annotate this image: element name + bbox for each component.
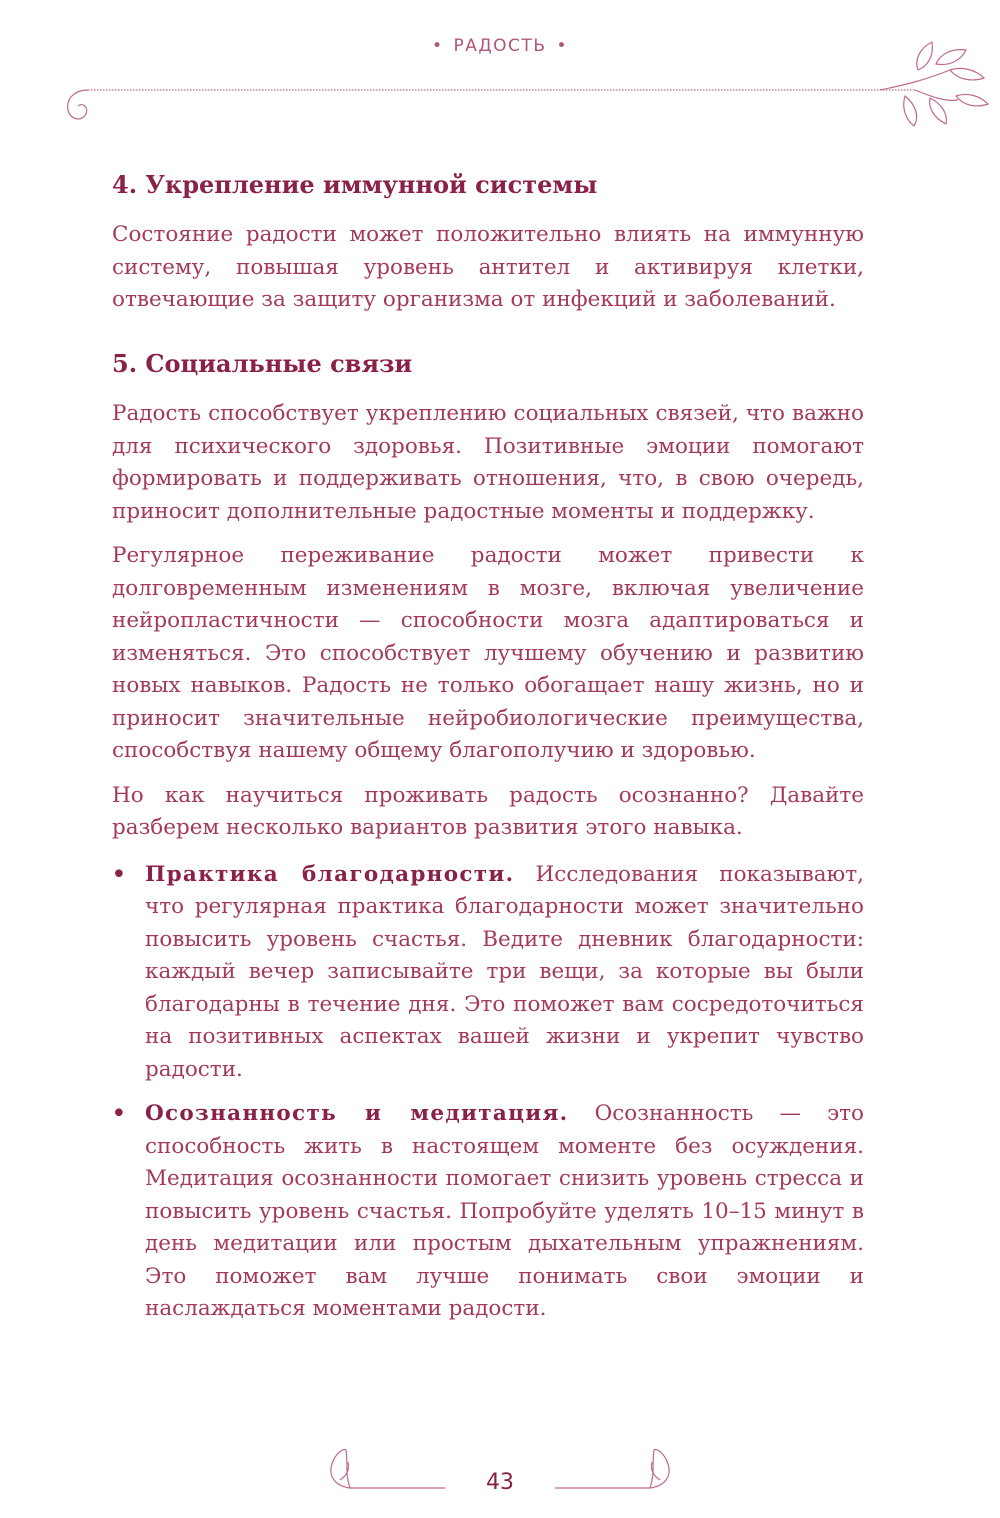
running-head-dot-right: • (556, 36, 569, 56)
section-4-paragraph: Состояние радости может положительно влиять на иммунную систему, повышая уровень антител и активируя клетки, отвечающие за защиту организма от инфекций и заболеваний. (112, 222, 864, 312)
list-item (112, 859, 864, 1087)
list-item-term: Практика благодарности. (145, 861, 515, 887)
section-5-paragraph-1: Радость способствует укреплению социальных связей, что важно для психического здоровья. Позитивные эмоции помогают формировать и поддерживать отношения, что, в свою очередь, приносит дополнительные радостные моменты и поддержку. (112, 401, 864, 524)
section-4-heading: 4. Укрепление иммунной системы (112, 170, 598, 199)
bullet-icon: • (112, 861, 126, 887)
section-4 (112, 167, 864, 317)
section-5 (112, 346, 864, 1326)
list-item (112, 1098, 864, 1326)
list-item-text: Осознанность — это способность жить в настоящем моменте без осуждения. Медитация осознанности помогает снизить уровень стресса и повысить уровень счастья. Попробуйте уделять 10–15 минут в день медитации или простым дыхательным упражнениям. Это поможет вам лучше понимать свои эмоции и наслаждаться моментами радости. (145, 1101, 864, 1321)
list-item-text: Исследования показывают, что регулярная практика благодарности может значительно повысить уровень счастья. Ведите дневник благодарности: каждый вечер записывайте три вещи, за которые вы были благодарны в течение дня. Это поможет вам сосредоточиться на позитивных аспектах вашей жизни и укрепит чувство радости. (145, 861, 864, 1082)
section-5-paragraph-3: Но как научиться проживать радость осознанно? Давайте разберем несколько вариантов развития этого навыка. (112, 782, 864, 840)
running-head-title: РАДОСТЬ (453, 36, 547, 56)
header-ornament-leaf-branch-icon (0, 30, 1000, 130)
section-5-paragraph-2: Регулярное переживание радости может привести к долговременным изменениям в мозге, включая увеличение нейропластичности — способности мозга адаптироваться и изменяться. Это способствует лучшему обучению и развитию новых навыков. Радость не только обогащает нашу жизнь, но и приносит значительные нейробиологические преимущества, способствуя нашему общему благополучию и здоровью. (112, 543, 864, 763)
list-item-term: Осознанность и медитация. (145, 1101, 569, 1126)
page-number: 43 (486, 1470, 514, 1495)
section-5-heading: 5. Социальные связи (112, 349, 413, 378)
bullet-icon: • (112, 1101, 126, 1126)
running-head-dot-left: • (431, 36, 444, 56)
tips-list (112, 859, 864, 1326)
